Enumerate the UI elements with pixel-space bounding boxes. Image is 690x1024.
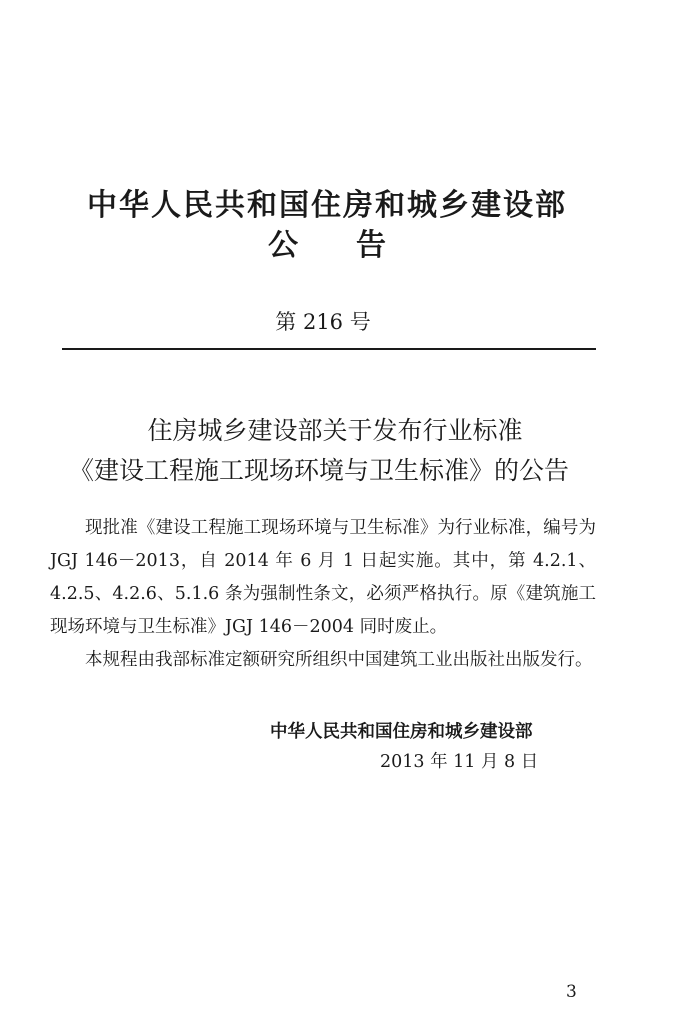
subtitle-line-2: 《建设工程施工现场环境与卫生标准》的公告 bbox=[68, 456, 569, 485]
announcement-number: 第 216 号 bbox=[275, 310, 371, 334]
announcement-heading bbox=[0, 226, 672, 266]
signature-date: 2013 年 11 月 8 日 bbox=[380, 752, 539, 772]
subtitle-line-1: 住房城乡建设部关于发布行业标准 bbox=[147, 416, 523, 445]
body-paragraph-1: 现批准《建设工程施工现场环境与卫生标准》为行业标准，编号为 JGJ 146－2013，自 2014 年 6 月 1 日起实施。其中，第 4.2.1、4.2.5、4.2.6、5.1.6 条为强制性条文，必须严格执行。原《建筑施工现场环境与卫生标准》JGJ 146－2004 同时废止。 bbox=[50, 518, 596, 637]
ministry-title: 中华人民共和国住房和城乡建设部 bbox=[87, 188, 567, 223]
announcement-char-1: 公 bbox=[268, 228, 298, 263]
body-paragraph-2: 本规程由我部标准定额研究所组织中国建筑工业出版社出版发行。 bbox=[85, 650, 593, 670]
announcement-char-2: 告 bbox=[356, 228, 386, 263]
signature-organization: 中华人民共和国住房和城乡建设部 bbox=[270, 722, 533, 742]
page-number: 3 bbox=[566, 982, 577, 1002]
header-divider bbox=[62, 348, 596, 350]
